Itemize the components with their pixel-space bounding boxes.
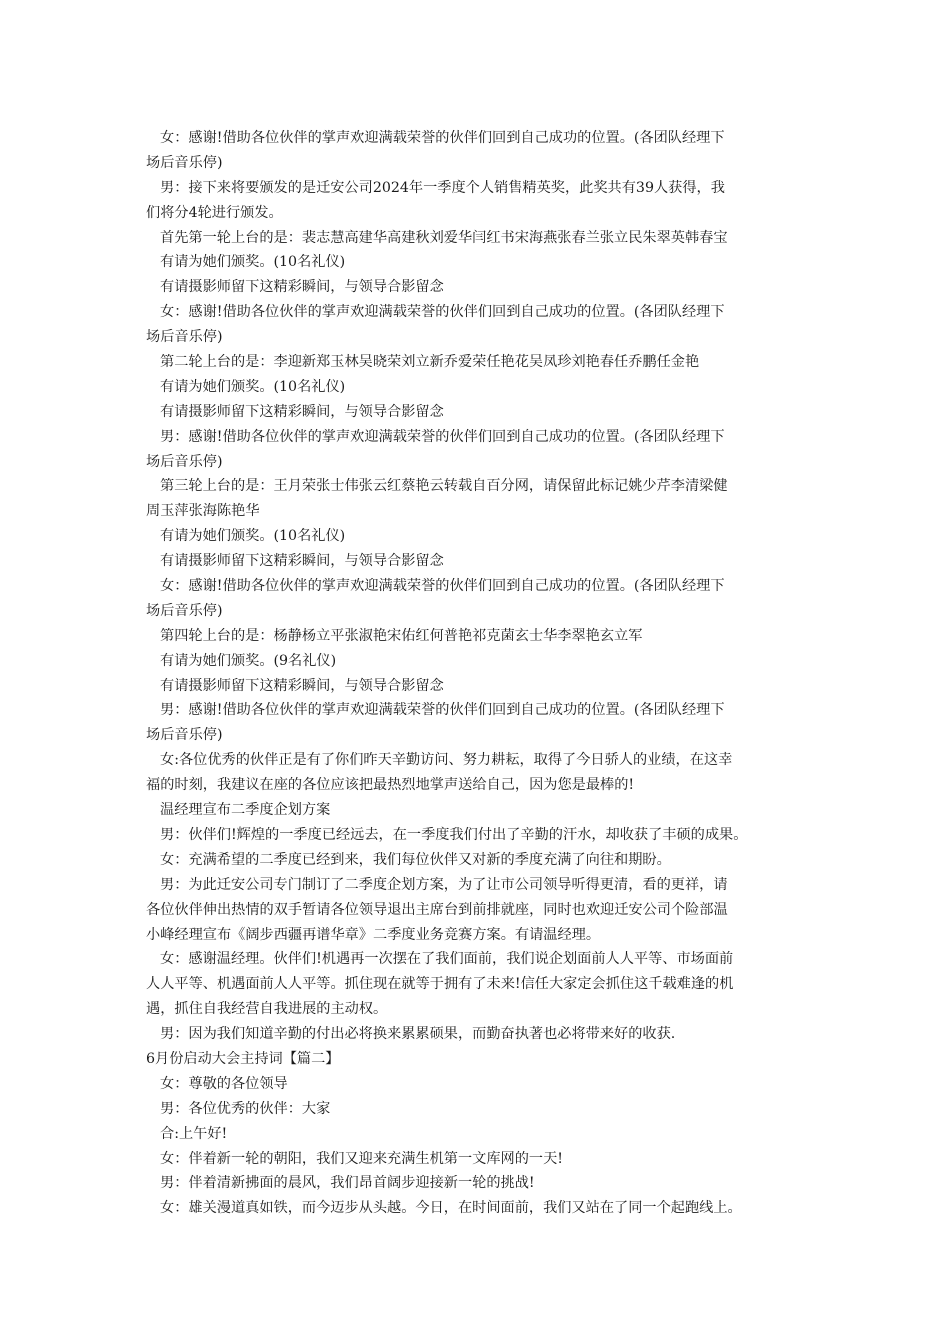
text-line: 有请摄影师留下这精彩瞬间，与领导合影留念 — [160, 279, 444, 296]
text-line: 有请摄影师留下这精彩瞬间，与领导合影留念 — [160, 403, 444, 420]
text-line: 第三轮上台的是：王月荣张士伟张云红蔡艳云转载自百分网，请保留此标记姚少芹李清梁健 — [160, 478, 728, 495]
text-line: 女：感谢!借助各位伙伴的掌声欢迎满载荣誉的伙伴们回到自己成功的位置。(各团队经理下 — [160, 578, 725, 595]
text-line: 遇，抓住自我经营自我进展的主动权。 — [146, 1001, 388, 1018]
text-line: 第四轮上台的是：杨静杨立平张淑艳宋佑红何普艳祁克菌玄士华李翠艳玄立军 — [160, 627, 643, 644]
text-line: 周玉萍张海陈艳华 — [146, 503, 260, 520]
text-line: 们将分4轮进行颁发。 — [146, 204, 283, 221]
text-line: 女：伴着新一轮的朝阳，我们又迎来充满生机第一文库网的一天! — [160, 1150, 563, 1167]
text-line: 场后音乐停) — [146, 602, 223, 619]
text-line: 第二轮上台的是：李迎新郑玉林吴晓荣刘立新乔爱荣任艳花吴凤珍刘艳春任乔鹏任金艳 — [160, 354, 700, 371]
text-line: 男：各位优秀的伙伴：大家 — [160, 1100, 331, 1117]
text-line: 场后音乐停) — [146, 329, 223, 346]
text-line: 女：雄关漫道真如铁，而今迈步从头越。今日，在时间面前，我们又站在了同一个起跑线上。 — [160, 1200, 742, 1217]
text-line: 男：感谢!借助各位伙伴的掌声欢迎满载荣誉的伙伴们回到自己成功的位置。(各团队经理下 — [160, 702, 725, 719]
text-line: 首先第一轮上台的是：裴志慧高建华高建秋刘爱华闫红书宋海燕张春兰张立民朱翠英韩春宝 — [160, 229, 728, 246]
text-line: 有请摄影师留下这精彩瞬间，与领导合影留念 — [160, 677, 444, 694]
text-line: 有请为她们颁奖。(10名礼仪) — [160, 254, 346, 271]
text-line: 女：感谢!借助各位伙伴的掌声欢迎满载荣誉的伙伴们回到自己成功的位置。(各团队经理下 — [160, 130, 725, 146]
text-line: 合:上午好! — [160, 1125, 228, 1142]
text-line: 小峰经理宣布《阔步西疆再谱华章》二季度业务竞赛方案。有请温经理。 — [146, 926, 601, 943]
text-line: 各位伙伴伸出热情的双手暂请各位领导退出主席台到前排就座，同时也欢迎迁安公司个险部温 — [146, 901, 728, 918]
text-line: 女:各位优秀的伙伴正是有了你们昨天辛勤访问、努力耕耘，取得了今日骄人的业绩，在这幸 — [160, 752, 733, 769]
text-line: 有请为她们颁奖。(10名礼仪) — [160, 378, 346, 395]
text-line: 男：感谢!借助各位伙伴的掌声欢迎满载荣誉的伙伴们回到自己成功的位置。(各团队经理下 — [160, 428, 725, 445]
text-line: 福的时刻，我建议在座的各位应该把最热烈地掌声送给自己，因为您是最棒的! — [146, 777, 635, 794]
text-line: 有请为她们颁奖。(9名礼仪) — [160, 652, 337, 669]
text-line: 男：伙伴们!辉煌的一季度已经远去，在一季度我们付出了辛勤的汗水，却收获了丰硕的成果。 — [160, 826, 748, 843]
text-line: 女：尊敬的各位领导 — [160, 1075, 288, 1092]
text-line: 场后音乐停) — [146, 727, 223, 744]
text-line: 有请为她们颁奖。(10名礼仪) — [160, 528, 346, 545]
text-line: 人人平等、机遇面前人人平等。抓住现在就等于拥有了未来!信任大家定会抓住这千载难逢的机 — [146, 976, 734, 993]
text-line: 场后音乐停) — [146, 453, 223, 470]
text-line: 男：因为我们知道辛勤的付出必将换来累累硕果，而勤奋执著也必将带来好的收获. — [160, 1026, 676, 1043]
text-line: 男：接下来将要颁发的是迁安公司2024年一季度个人销售精英奖，此奖共有39人获得，我 — [160, 179, 725, 196]
text-line: 温经理宣布二季度企划方案 — [160, 802, 331, 819]
text-line: 女：充满希望的二季度已经到来，我们每位伙伴又对新的季度充满了向往和期盼。 — [160, 851, 671, 868]
text-line: 6月份启动大会主持词【篇二】 — [146, 1050, 340, 1067]
text-line: 有请摄影师留下这精彩瞬间，与领导合影留念 — [160, 553, 444, 570]
text-line: 男：为此迁安公司专门制订了二季度企划方案，为了让市公司领导听得更清，看的更祥，请 — [160, 876, 728, 893]
text-line: 男：伴着清新拂面的晨风，我们昂首阔步迎接新一轮的挑战! — [160, 1175, 535, 1192]
text-line: 场后音乐停) — [146, 154, 223, 171]
text-line: 女：感谢!借助各位伙伴的掌声欢迎满载荣誉的伙伴们回到自己成功的位置。(各团队经理下 — [160, 304, 725, 321]
text-line: 女：感谢温经理。伙伴们!机遇再一次摆在了我们面前，我们说企划面前人人平等、市场面前 — [160, 951, 734, 968]
document-body — [146, 126, 826, 1221]
